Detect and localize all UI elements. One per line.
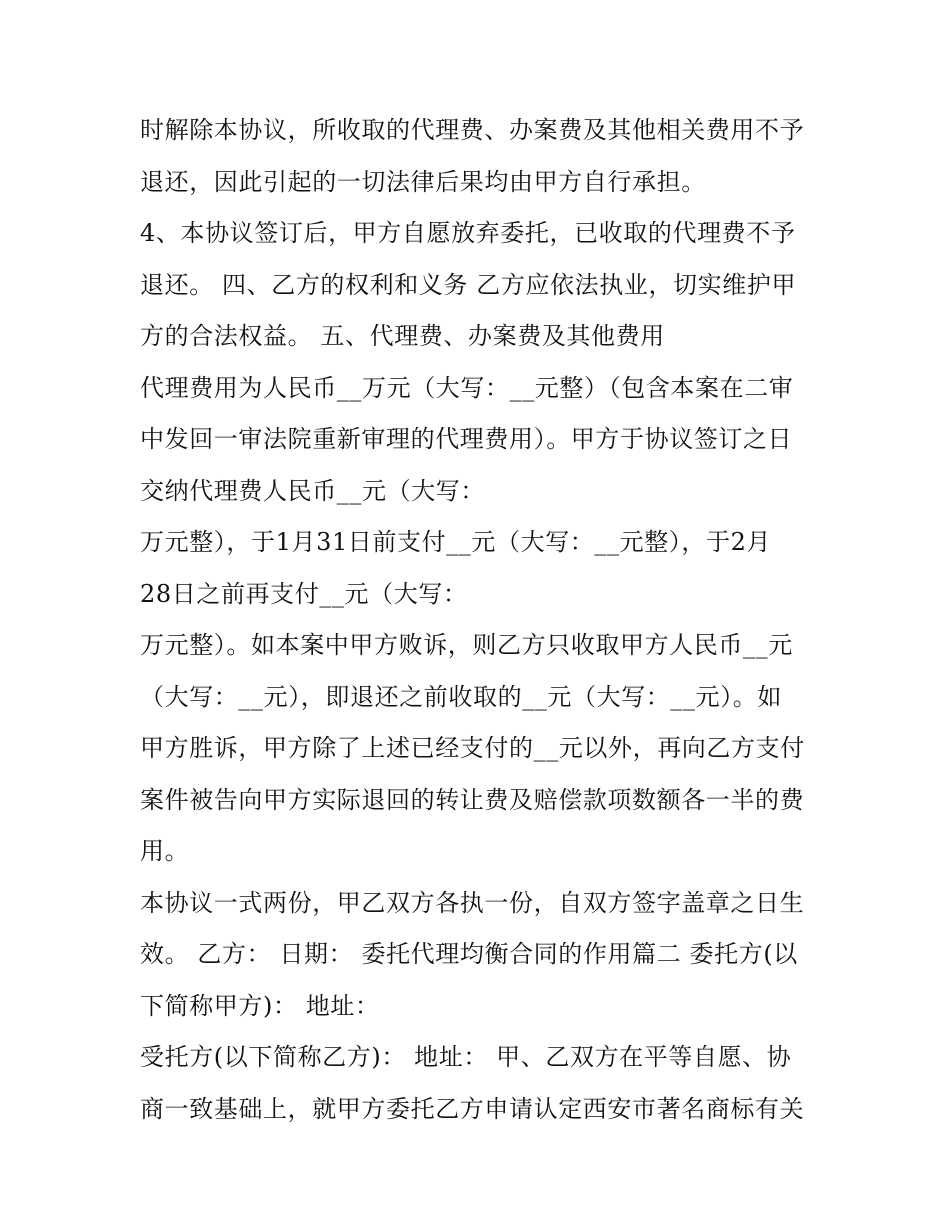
- text-line: 退还。 四、乙方的权利和义务 乙方应依法执业，切实维护甲: [140, 270, 797, 299]
- text-line: 时解除本协议，所收取的代理费、办案费及其他相关费用不予: [140, 116, 805, 144]
- text-line: 交纳代理费人民币__元（大写：: [140, 476, 485, 505]
- text-line: 受托方(以下简称乙方)： 地址： 甲、乙双方在平等自愿、协: [140, 1043, 792, 1071]
- text-line: 中发回一审法院重新审理的代理费用）。甲方于协议签订之日: [140, 425, 793, 453]
- text-line: 用。: [140, 837, 190, 865]
- text-line: 28日之前再支付__元（大写：: [140, 579, 468, 608]
- document-body: [140, 108, 830, 1138]
- text-line: 4、本协议签订后，甲方自愿放弃委托，已收取的代理费不予: [140, 219, 796, 247]
- text-line: 万元整），于1月31日前支付__元（大写：__元整），于2月: [140, 528, 772, 556]
- text-line: 万元整）。如本案中甲方败诉，则乙方只收取甲方人民币__元: [140, 631, 793, 659]
- text-line: 案件被告向甲方实际退回的转让费及赔偿款项数额各一半的费: [140, 785, 805, 814]
- text-line: 代理费用为人民币__万元（大写：__元整）（包含本案在二审: [140, 373, 794, 402]
- text-line: （大写：__元），即退还之前收取的__元（大写：__元）。如: [140, 682, 782, 711]
- text-line: 退还，因此引起的一切法律后果均由甲方自行承担。: [140, 167, 706, 196]
- text-line: 本协议一式两份，甲乙双方各执一份，自双方签字盖章之日生: [140, 888, 805, 917]
- text-line: 方的合法权益。 五、代理费、办案费及其他费用: [140, 322, 665, 350]
- text-line: 效。 乙方： 日期： 委托代理均衡合同的作用篇二 委托方(以: [140, 940, 798, 968]
- text-line: 下简称甲方)： 地址：: [140, 991, 380, 1020]
- text-line: 商一致基础上，就甲方委托乙方申请认定西安市著名商标有关: [140, 1094, 805, 1123]
- text-line: 甲方胜诉，甲方除了上述已经支付的__元以外，再向乙方支付: [140, 734, 805, 762]
